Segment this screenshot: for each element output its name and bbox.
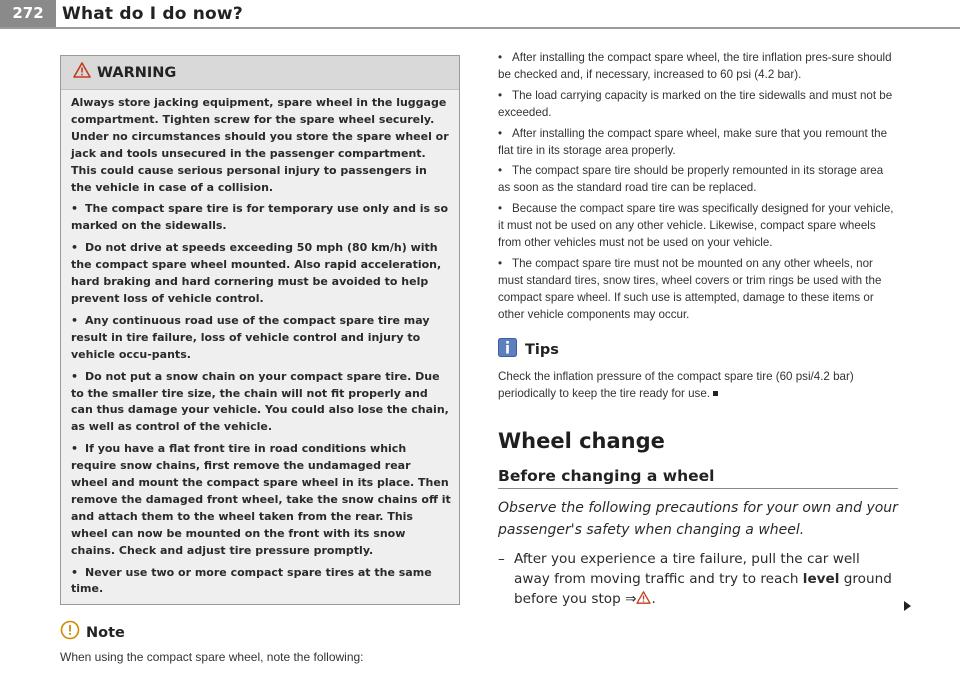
page-header xyxy=(0,0,960,30)
continue-arrow-icon xyxy=(904,601,911,611)
warning-triangle-icon xyxy=(73,62,97,83)
page-number: 272 xyxy=(0,0,56,27)
warning-ref-icon xyxy=(636,591,651,607)
warning-bullet: • Do not drive at speeds exceeding 50 mph (80 km/h) with the compact spare wheel mounted. Also rapid acceleration, hard braking and hard cornering must be avoided to help prevent loss of vehicle control. xyxy=(71,241,442,305)
warning-bullet: • Any continuous road use of the compact spare tire may result in tire failure, loss of vehicle control and injury to vehicle occu-pants. xyxy=(71,313,430,361)
warning-box xyxy=(60,55,460,605)
list-item: • After installing the compact spare wheel, make sure that you remount the flat tire in its storage area properly. xyxy=(498,126,888,157)
left-column xyxy=(60,55,460,666)
tips-title: Tips xyxy=(525,341,559,358)
step-item: – After you experience a tire failure, pull the car well away from moving traffic and try to reach level ground before you stop ⇒ . xyxy=(498,550,892,607)
list-item: • The compact spare tire should be properly remounted in its storage area as soon as the standard road tire can be replaced. xyxy=(498,164,884,195)
section-title: Wheel change xyxy=(498,428,665,453)
chapter-title: What do I do now? xyxy=(62,4,243,24)
note-title: Note xyxy=(86,624,125,641)
list-item: • Because the compact spare tire was specifically designed for your vehicle, it must not be used on any other vehicle. Likewise, compact spare wheels from other vehicles must not be used on your vehicle. xyxy=(498,202,894,250)
note-circle-icon xyxy=(60,620,80,645)
warning-body xyxy=(61,90,459,604)
warning-bullet: • Never use two or more compact spare tires at the same time. xyxy=(71,565,432,596)
list-item: • After installing the compact spare wheel, the tire inflation pres-sure should be checked and, if necessary, increased to 60 psi (4.2 bar). xyxy=(498,51,892,81)
right-column xyxy=(498,50,898,609)
info-tips-icon xyxy=(498,338,517,362)
note-header xyxy=(60,620,460,645)
warning-bullet: • The compact spare tire is for temporary use only and is so marked on the sidewalls. xyxy=(71,202,449,233)
warning-title: WARNING xyxy=(97,64,177,81)
list-item: • The compact spare tire must not be mounted on any other wheels, nor must standard tires, snow tires, wheel covers or trim rings be used with the compact spare wheel. If such use is attempted, damage to these items or other vehicle components may occur. xyxy=(498,256,882,321)
tips-header xyxy=(498,338,898,362)
list-item: • The load carrying capacity is marked on the tire sidewalls and must not be exceeded. xyxy=(498,88,893,119)
end-mark-icon xyxy=(713,391,718,396)
warning-intro: Always store jacking equipment, spare wheel in the luggage compartment. Tighten screw for the spare wheel securely. Under no circumstances should you store the spare wheel or jack and tools unsecured in the passenger compartment. This could cause serious personal injury to passengers in the vehicle in case of a collision. xyxy=(71,96,449,194)
spare-wheel-list xyxy=(498,50,898,324)
header-rule xyxy=(0,27,960,29)
note-text: When using the compact spare wheel, note the following: xyxy=(60,650,364,665)
warning-bullet: • Do not put a snow chain on your compact spare tire. Due to the smaller tire size, the chain will not fit properly and can thus damage your vehicle. You could also lose the chain, as well as control of the vehicle. xyxy=(71,369,449,434)
warning-header xyxy=(61,56,459,90)
subsection-title: Before changing a wheel xyxy=(498,466,715,485)
subsection-rule xyxy=(498,488,898,489)
section-intro: Observe the following precautions for your own and your passenger's safety when changing a wheel. xyxy=(498,499,898,538)
tips-text: Check the inflation pressure of the compact spare tire (60 psi/4.2 bar) periodically to keep the tire ready for use. xyxy=(498,369,854,400)
warning-bullet: • If you have a flat front tire in road conditions which require snow chains, first remove the undamaged rear wheel and mount the compact spare wheel in its place. Then remove the damaged front wheel, take the snow chains off it and attach them to the wheel taken from the rear. This wheel can now be mounted on the front with its snow chains. Check and adjust tire pressure promptly. xyxy=(71,442,451,557)
